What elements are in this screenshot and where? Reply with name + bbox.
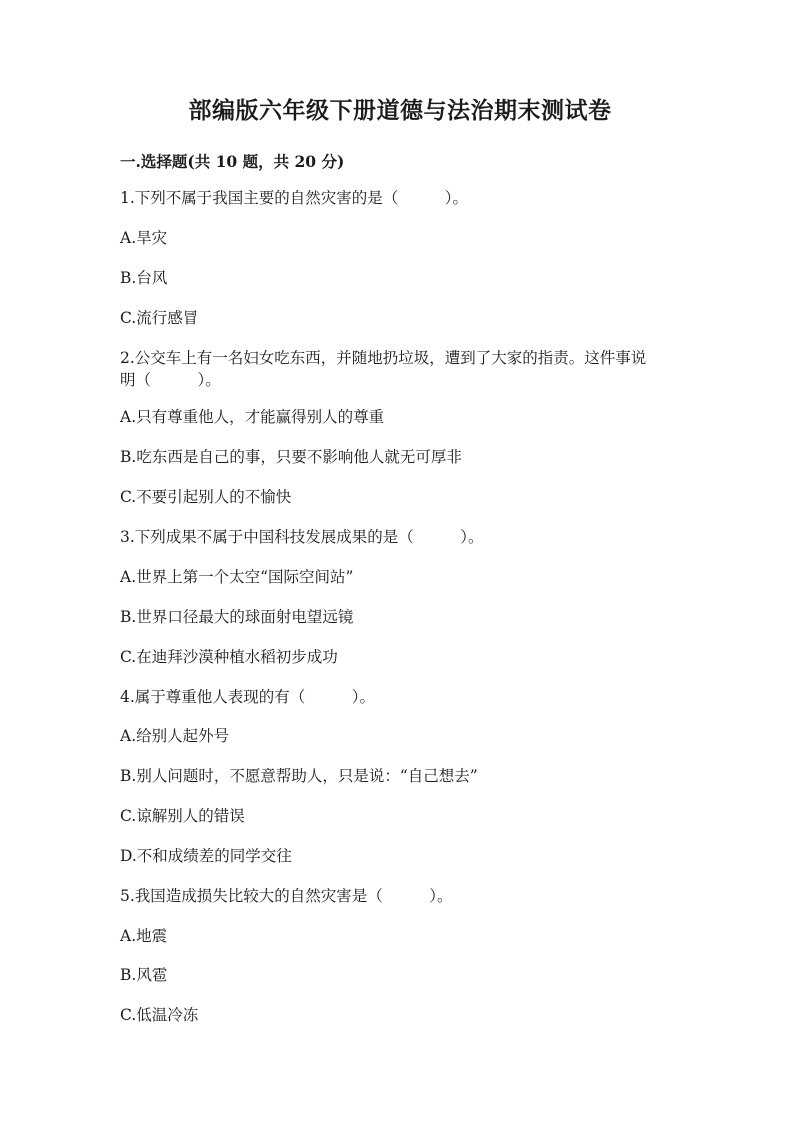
question-1-stem: 1.下列不属于我国主要的自然灾害的是（ ）。	[120, 189, 469, 207]
question-2-stem-line-2: 明（ ）。	[120, 371, 221, 389]
question-2-option-a: A.只有尊重他人，才能赢得别人的尊重	[120, 408, 385, 426]
question-4-option-c: C.谅解别人的错误	[120, 807, 245, 825]
question-2-stem-line-1: 2.公交车上有一名妇女吃东西，并随地扔垃圾，遭到了大家的指责。这件事说	[120, 349, 647, 367]
question-4-option-d: D.不和成绩差的同学交往	[120, 847, 292, 865]
question-5-option-c: C.低温冷冻	[120, 1006, 199, 1024]
question-2-option-b: B.吃东西是自己的事，只要不影响他人就无可厚非	[120, 448, 462, 466]
question-5-option-a: A.地震	[120, 927, 168, 945]
question-5-stem: 5.我国造成损失比较大的自然灾害是（ ）。	[120, 887, 453, 905]
question-4-stem: 4.属于尊重他人表现的有（ ）。	[120, 688, 376, 706]
question-4-option-b: B.别人问题时，不愿意帮助人，只是说：“自己想去”	[120, 767, 478, 785]
document-title: 部编版六年级下册道德与法治期末测试卷	[188, 97, 612, 124]
question-2-option-c: C.不要引起别人的不愉快	[120, 488, 292, 506]
question-4-option-a: A.给别人起外号	[120, 727, 230, 745]
question-1-option-b: B.台风	[120, 269, 168, 287]
question-3-option-b: B.世界口径最大的球面射电望远镜	[120, 608, 354, 626]
section-heading: 一.选择题(共 10 题，共 20 分)	[120, 152, 345, 171]
question-3-option-a: A.世界上第一个太空“国际空间站”	[120, 568, 354, 586]
question-3-stem: 3.下列成果不属于中国科技发展成果的是（ ）。	[120, 528, 484, 546]
question-1-option-c: C.流行感冒	[120, 309, 199, 327]
question-1-option-a: A.旱灾	[120, 229, 168, 247]
question-5-option-b: B.风雹	[120, 966, 168, 984]
question-3-option-c: C.在迪拜沙漠种植水稻初步成功	[120, 648, 338, 666]
